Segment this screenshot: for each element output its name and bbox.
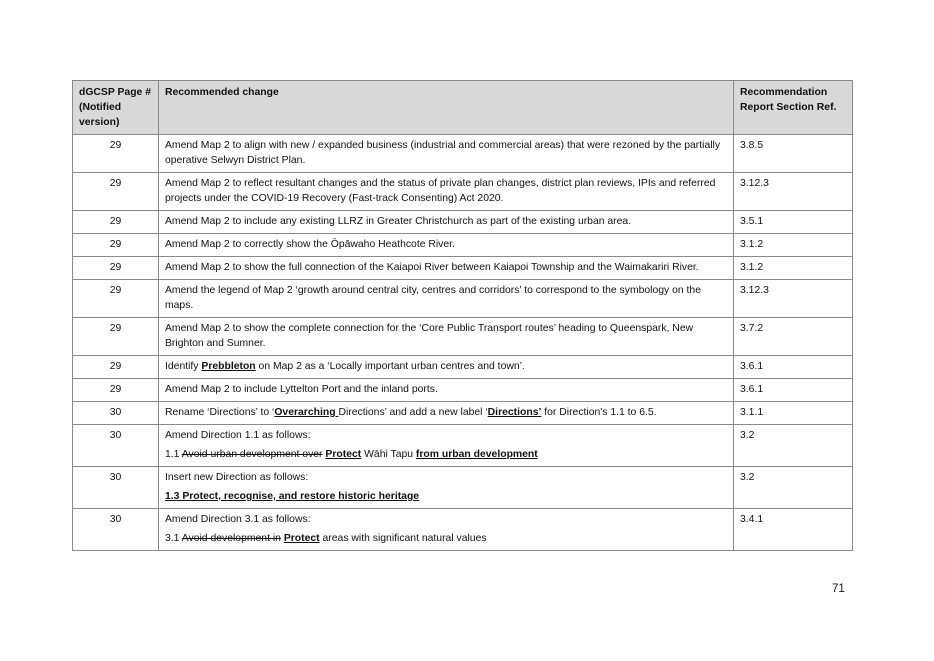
page-cell: 29 — [73, 280, 159, 318]
ref-cell: 3.2 — [734, 467, 853, 509]
table-row — [73, 257, 853, 280]
inserted-text: 1.3 Protect, recognise, and restore historic heritage — [165, 491, 420, 502]
change-cell — [159, 509, 734, 551]
header-page: dGCSP Page # (Notified version) — [73, 81, 159, 135]
table-row — [73, 318, 853, 356]
inserted-text: Protect — [283, 533, 320, 544]
inserted-text: Overarching — [274, 407, 339, 418]
text-run: 3.1 — [165, 533, 182, 544]
change-cell: Amend Map 2 to include any existing LLRZ in Greater Christchurch as part of the existing urban area. — [159, 211, 734, 234]
inserted-text: Protect — [325, 449, 362, 460]
ref-cell: 3.1.2 — [734, 234, 853, 257]
table-row — [73, 425, 853, 467]
change-cell: Amend Map 2 to align with new / expanded business (industrial and commercial areas) that were rezoned by the partially operative Selwyn District Plan. — [159, 135, 734, 173]
page-cell: 30 — [73, 509, 159, 551]
page-cell: 29 — [73, 234, 159, 257]
ref-cell: 3.5.1 — [734, 211, 853, 234]
change-cell — [159, 402, 734, 425]
text-run: areas with significant natural values — [319, 533, 487, 544]
change-cell: Amend Map 2 to show the complete connection for the ‘Core Public Transport routes’ heading to Queenspark, New Brighton and Sumner. — [159, 318, 734, 356]
inserted-text: from urban development — [415, 449, 538, 460]
page-cell: 29 — [73, 379, 159, 402]
text-run: 1.1 — [165, 449, 182, 460]
header-ref: Recommendation Report Section Ref. — [734, 81, 853, 135]
table-row — [73, 280, 853, 318]
amended-line — [165, 447, 727, 462]
table-row — [73, 467, 853, 509]
text-run: Identify — [165, 361, 202, 372]
page-cell: 29 — [73, 211, 159, 234]
change-cell: Amend the legend of Map 2 ‘growth around central city, centres and corridors’ to correspond to the symbology on the maps. — [159, 280, 734, 318]
table-row — [73, 509, 853, 551]
page-cell: 29 — [73, 356, 159, 379]
table-header-row — [73, 81, 853, 135]
text-run: Directions’ and add a new label ‘ — [338, 407, 488, 418]
table-row — [73, 173, 853, 211]
page-cell: 29 — [73, 135, 159, 173]
ref-cell: 3.2 — [734, 425, 853, 467]
ref-cell: 3.6.1 — [734, 379, 853, 402]
ref-cell: 3.4.1 — [734, 509, 853, 551]
change-cell: Amend Map 2 to correctly show the Ōpāwaho Heathcote River. — [159, 234, 734, 257]
page-cell: 30 — [73, 425, 159, 467]
table-row — [73, 356, 853, 379]
change-cell — [159, 467, 734, 509]
recommended-changes-table — [72, 80, 853, 551]
table-row — [73, 211, 853, 234]
page-cell: 29 — [73, 257, 159, 280]
change-cell — [159, 356, 734, 379]
change-cell: Amend Map 2 to include Lyttelton Port and the inland ports. — [159, 379, 734, 402]
ref-cell: 3.1.2 — [734, 257, 853, 280]
text-run: Rename ‘Directions’ to ‘ — [165, 407, 275, 418]
change-cell: Amend Map 2 to show the full connection of the Kaiapoi River between Kaiapoi Township and the Waimakariri River. — [159, 257, 734, 280]
deleted-text: Avoid urban development over — [181, 449, 323, 460]
table-row — [73, 135, 853, 173]
page-cell: 29 — [73, 318, 159, 356]
ref-cell: 3.12.3 — [734, 173, 853, 211]
page-cell: 29 — [73, 173, 159, 211]
page-cell: 30 — [73, 402, 159, 425]
text-run: on Map 2 as a ‘Locally important urban centres and town’. — [255, 361, 525, 372]
table-row — [73, 402, 853, 425]
text-run: Insert new Direction as follows: — [165, 472, 309, 483]
inserted-text: Directions’ — [487, 407, 542, 418]
ref-cell: 3.12.3 — [734, 280, 853, 318]
inserted-text: Prebbleton — [201, 361, 256, 372]
ref-cell: 3.7.2 — [734, 318, 853, 356]
change-cell — [159, 425, 734, 467]
header-change: Recommended change — [159, 81, 734, 135]
amended-line — [165, 531, 727, 546]
ref-cell: 3.1.1 — [734, 402, 853, 425]
text-run: Amend Direction 1.1 as follows: — [165, 430, 311, 441]
deleted-text: Avoid development in — [181, 533, 281, 544]
text-run: Wāhi Tapu — [361, 449, 416, 460]
ref-cell: 3.8.5 — [734, 135, 853, 173]
text-run: Amend Direction 3.1 as follows: — [165, 514, 311, 525]
page-number: 71 — [832, 583, 845, 595]
table-row — [73, 234, 853, 257]
text-run: for Direction's 1.1 to 6.5. — [541, 407, 657, 418]
ref-cell: 3.6.1 — [734, 356, 853, 379]
page-cell: 30 — [73, 467, 159, 509]
table-row — [73, 379, 853, 402]
change-cell: Amend Map 2 to reflect resultant changes and the status of private plan changes, district plan reviews, IPIs and referred projects under the COVID-19 Recovery (Fast-track Consenting) Act 2020. — [159, 173, 734, 211]
